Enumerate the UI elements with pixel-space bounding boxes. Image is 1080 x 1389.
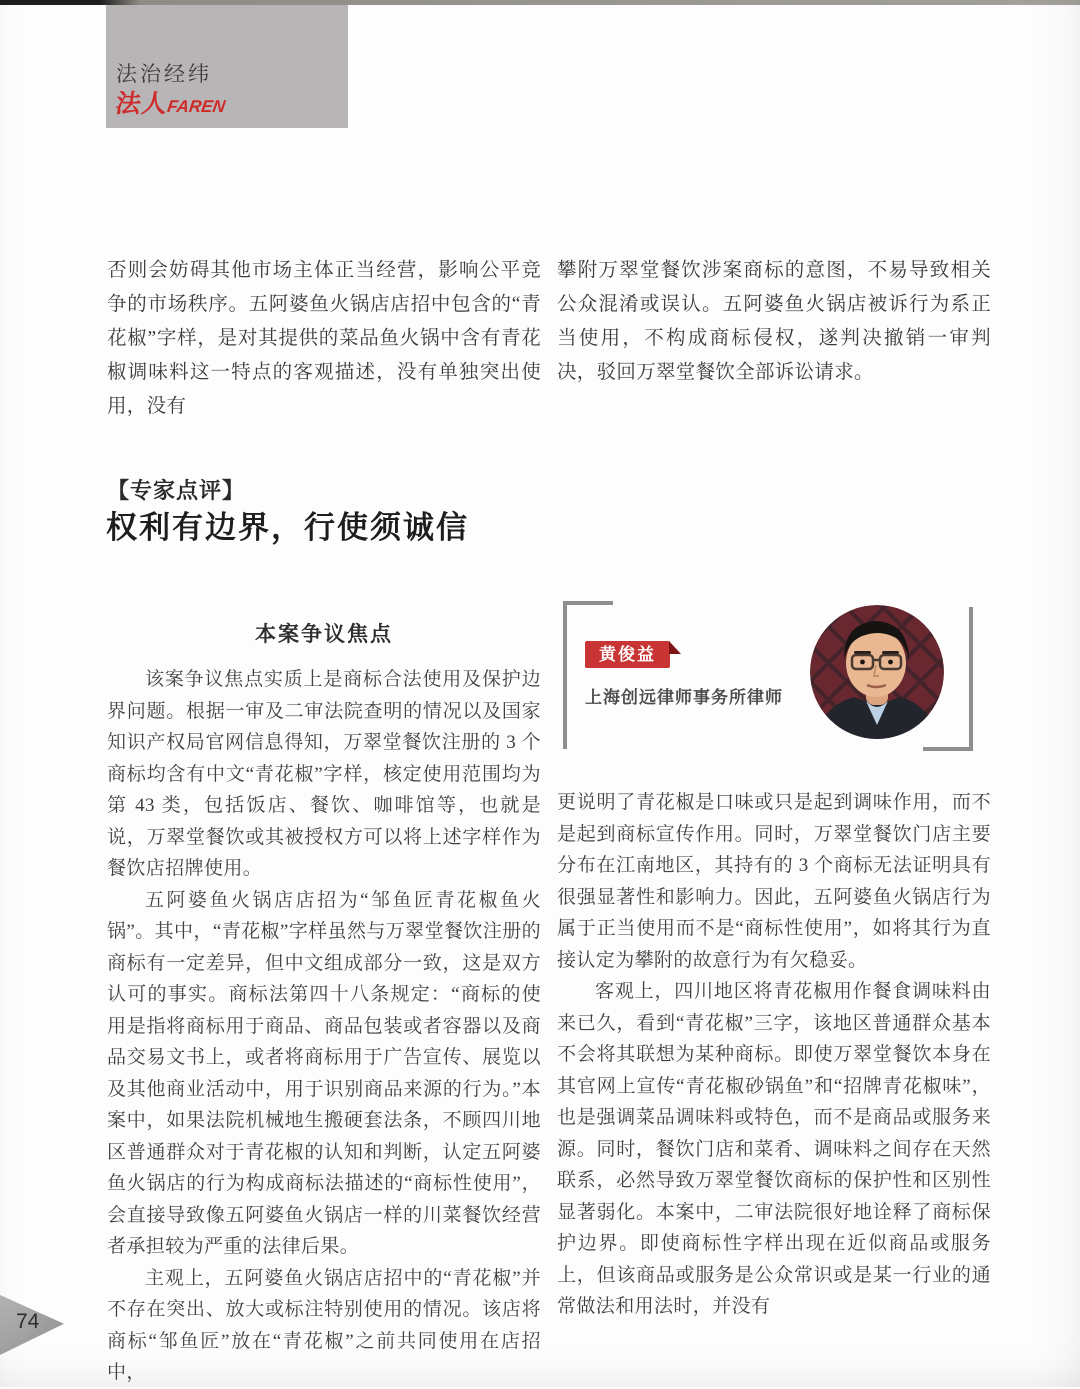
corner-bracket-top-left [563,601,613,749]
expert-portrait-photo [810,605,944,739]
focus-body [107,664,541,1389]
page-number: 74 [16,1310,40,1333]
section-header-box [106,5,348,128]
magazine-logo [113,84,228,120]
focus-paragraph-3: 主观上，五阿婆鱼火锅店店招中的“青花椒”并不存在突出、放大或标注特别使用的情况。该店将商标“邹鱼匠”放在“青花椒”之前共同使用在店招中， [107,1267,541,1383]
right-paragraph-1: 更说明了青花椒是口味或只是起到调味作用，而不是起到商标宣传作用。同时，万翠堂餐饮门店主要分布在江南地区，其持有的 3 个商标无法证明具有很强显著性和影响力。因此，五阿婆鱼火锅店行为属于正当使用而不是“商标性使用”，如将其行为直接认定为攀附的故意行为有欠稳妥。 [557,792,991,971]
expert-name-badge: 黄俊益 [585,641,670,668]
portrait-illustration [810,605,944,739]
focus-paragraph-1: 该案争议焦点实质上是商标合法使用及保护边界问题。根据一审及二审法院查明的情况以及国家知识产权局官网信息得知，万翠堂餐饮注册的 3 个商标均含有中文“青花椒”字样，核定使用范围均为第 43 类，包括饭店、餐饮、咖啡馆等，也就是说，万翠堂餐饮或其被授权方可以将上述字样作为餐饮店招牌使用。 [107,669,541,879]
article-title: 权利有边界，行使须诚信 [106,510,469,545]
section-title: 法治经纬 [116,63,212,86]
page-top-edge [0,0,1080,5]
focus-paragraph-2: 五阿婆鱼火锅店店招为“邹鱼匠青花椒鱼火锅”。其中，“青花椒”字样虽然与万翠堂餐饮注册的商标有一定差异，但中文组成部分一致，这是双方认可的事实。商标法第四十八条规定：“商标的使用是指将商标用于商品、商品包装或者容器以及商品交易文书上，或者将商标用于广告宣传、展览以及其他商业活动中，用于识别商品来源的行为。”本案中，如果法院机械地生搬硬套法条，不顾四川地区普通群众对于青花椒的认知和判断，认定五阿婆鱼火锅店的行为构成商标法描述的“商标性使用”，会直接导致像五阿婆鱼火锅店一样的川菜餐饮经营者承担较为严重的法律后果。 [107,889,541,1257]
intro-paragraph-left: 否则会妨碍其他市场主体正当经营，影响公平竞争的市场秩序。五阿婆鱼火锅店店招中包含的“青花椒”字样，是对其提供的菜品鱼火锅中含有青花椒调味料这一特点的客观描述，没有单独突出使用，没有 [107,260,541,417]
expert-profile-card [557,597,991,773]
expert-comment-tag: 【专家点评】 [107,478,246,503]
magazine-logo-cn: 法人 [113,90,170,118]
intro-paragraph-right: 攀附万翠堂餐饮涉案商标的意图，不易导致相关公众混淆或误认。五阿婆鱼火锅店被诉行为系正当使用，不构成商标侵权，遂判决撤销一审判决，驳回万翠堂餐饮全部诉讼请求。 [557,260,991,383]
right-column-body [557,787,991,1323]
magazine-logo-en: FAREN [166,97,227,116]
expert-affiliation: 上海创远律师事务所律师 [585,688,783,707]
right-paragraph-2: 客观上，四川地区将青花椒用作餐食调味料由来已久，看到“青花椒”三字，该地区普通群众基本不会将其联想为某种商标。即使万翠堂餐饮本身在其官网上宣传“青花椒砂锅鱼”和“招牌青花椒味”，也是强调菜品调味料或特色，而不是商品或服务来源。同时，餐饮门店和菜肴、调味料之间存在天然联系，必然导致万翠堂餐饮商标的保护性和区别性显著弱化。本案中，二审法院很好地诠释了商标保护边界。即使商标性字样出现在近似商品或服务上，但该商品或服务是公众常识或是某一行业的通常做法和用法时，并没有 [557,981,991,1317]
focus-heading: 本案争议焦点 [255,622,393,646]
